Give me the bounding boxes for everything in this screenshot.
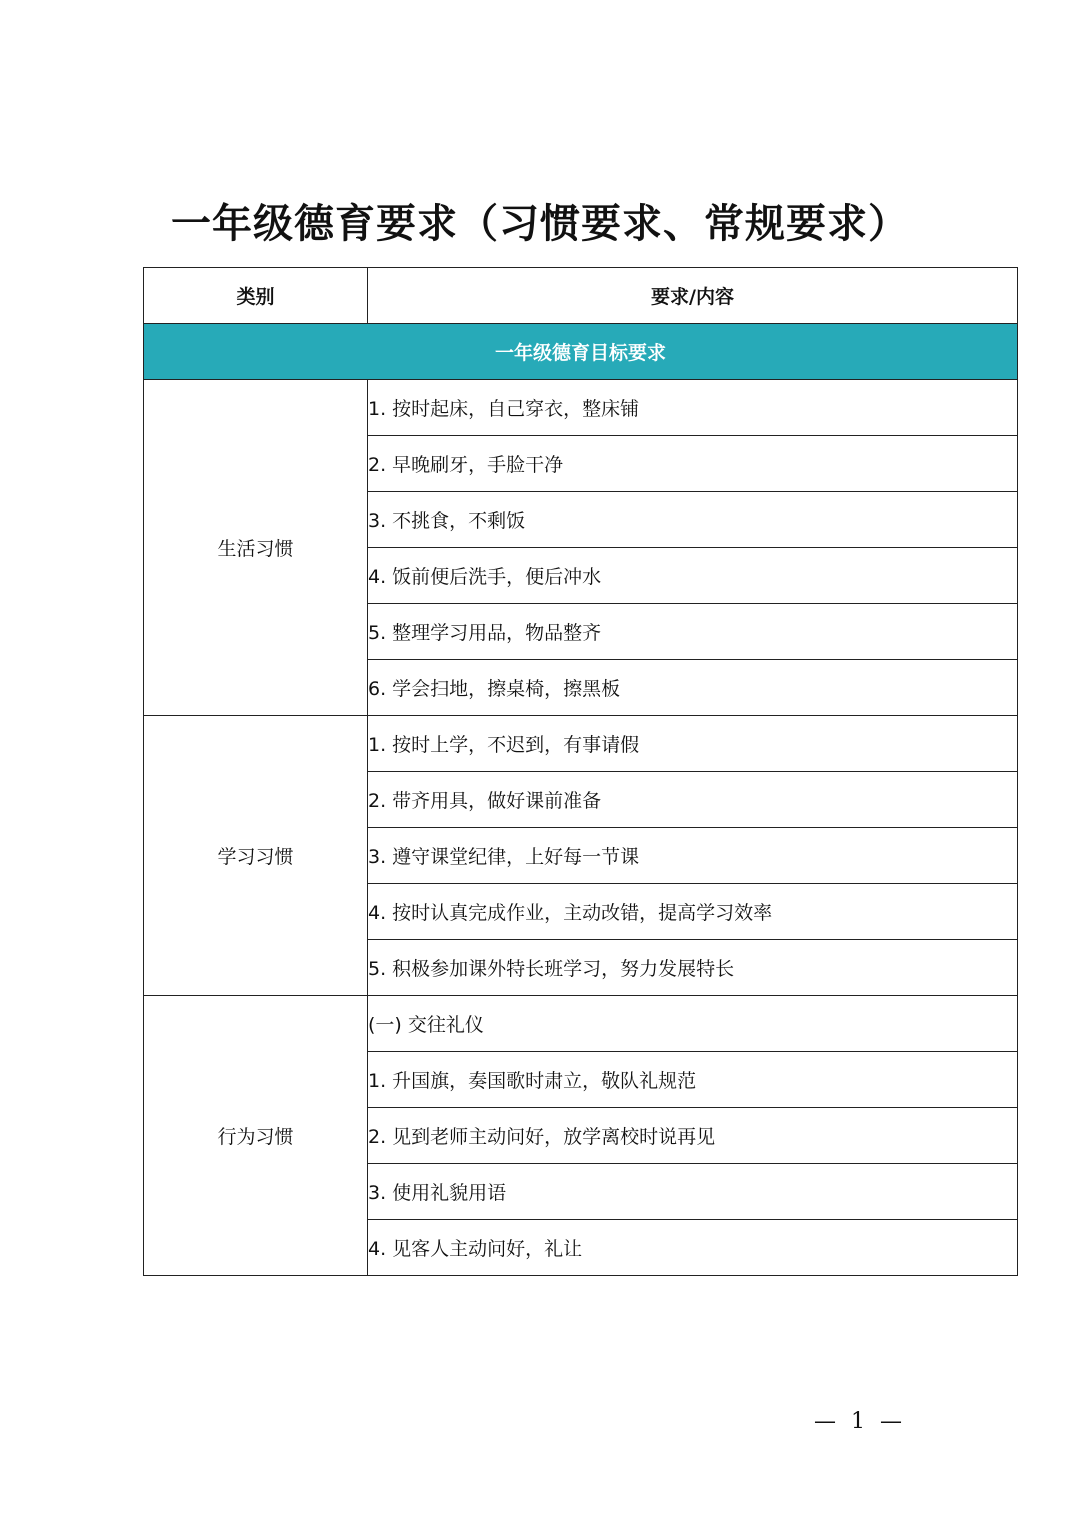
requirement-item: 1. 按时上学，不迟到，有事请假 <box>368 716 1018 772</box>
section-banner-row <box>144 324 1018 380</box>
table-row <box>144 716 1018 772</box>
category-behavior-habits: 行为习惯 <box>144 996 368 1276</box>
category-study-habits: 学习习惯 <box>144 716 368 996</box>
requirement-item: 4. 按时认真完成作业，主动改错，提高学习效率 <box>368 884 1018 940</box>
requirement-item: 2. 带齐用具，做好课前准备 <box>368 772 1018 828</box>
requirement-item: 1. 升国旗，奏国歌时肃立，敬队礼规范 <box>368 1052 1018 1108</box>
header-content: 要求/内容 <box>368 268 1018 324</box>
document-title: 一年级德育要求（习惯要求、常规要求） <box>171 200 909 247</box>
page-number: — 1 — <box>814 1409 906 1434</box>
requirement-item: 1. 按时起床，自己穿衣，整床铺 <box>368 380 1018 436</box>
requirement-item: 2. 见到老师主动问好，放学离校时说再见 <box>368 1108 1018 1164</box>
requirement-item: 6. 学会扫地，擦桌椅，擦黑板 <box>368 660 1018 716</box>
requirement-item: 5. 整理学习用品，物品整齐 <box>368 604 1018 660</box>
section-banner: 一年级德育目标要求 <box>144 324 1018 380</box>
requirement-item: 3. 不挑食，不剩饭 <box>368 492 1018 548</box>
requirement-item: 2. 早晚刷牙，手脸干净 <box>368 436 1018 492</box>
requirement-item: 3. 使用礼貌用语 <box>368 1164 1018 1220</box>
header-category: 类别 <box>144 268 368 324</box>
table-row <box>144 380 1018 436</box>
requirement-item: 3. 遵守课堂纪律，上好每一节课 <box>368 828 1018 884</box>
requirement-item: 4. 饭前便后洗手，便后冲水 <box>368 548 1018 604</box>
requirement-subheading: (一) 交往礼仪 <box>368 996 1018 1052</box>
table-row <box>144 996 1018 1052</box>
table-header-row <box>144 268 1018 324</box>
category-life-habits: 生活习惯 <box>144 380 368 716</box>
requirements-table <box>143 267 1018 1276</box>
requirement-item: 4. 见客人主动问好，礼让 <box>368 1220 1018 1276</box>
requirement-item: 5. 积极参加课外特长班学习，努力发展特长 <box>368 940 1018 996</box>
